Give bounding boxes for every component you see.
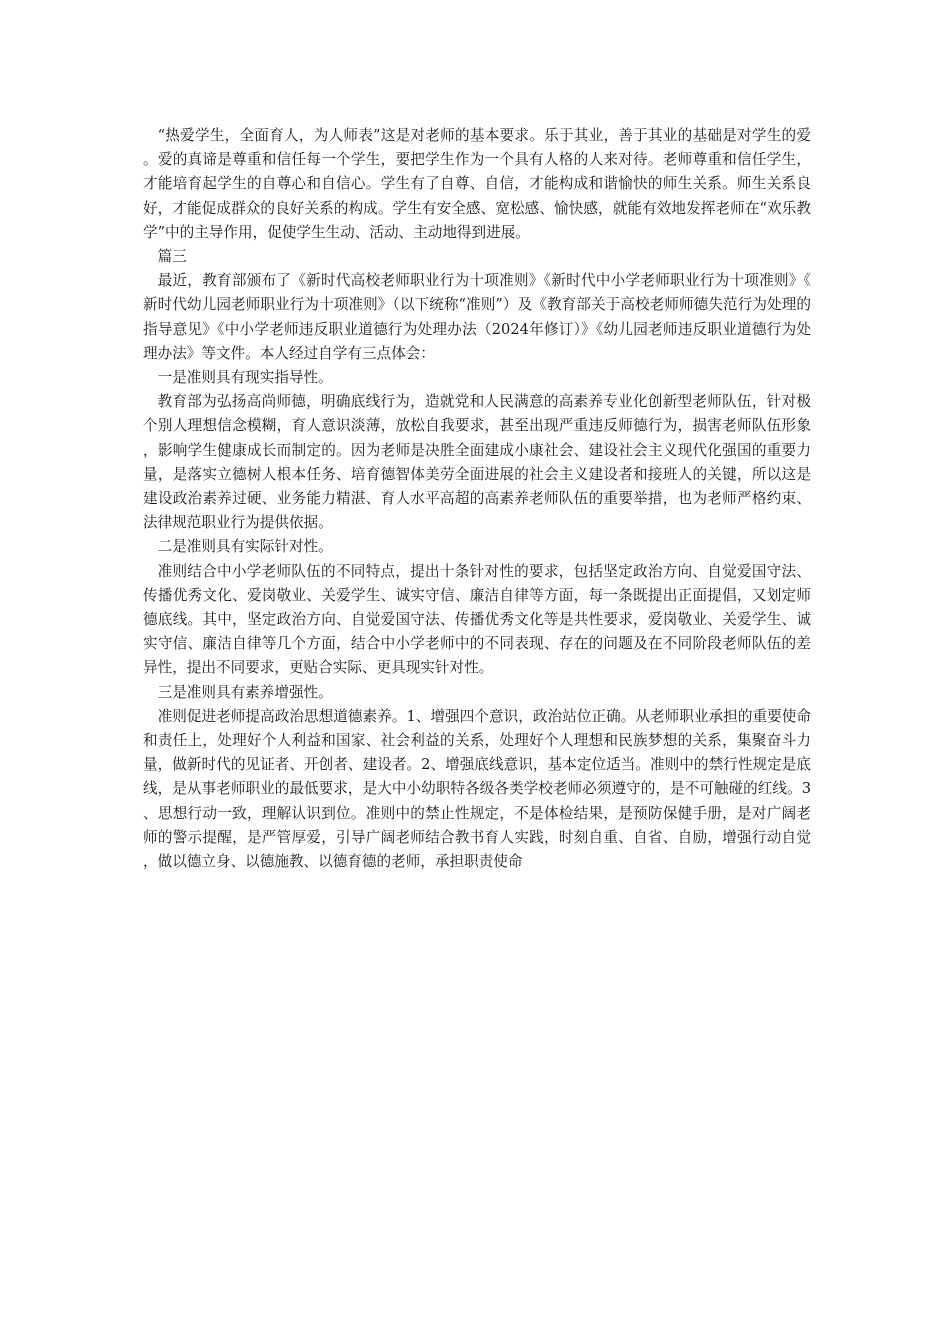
paragraph-intro-guidelines: 最近，教育部颁布了《新时代高校老师职业行为十项准则》《新时代中小学老师职业行为十项准则》《新时代幼儿园老师职业行为十项准则》（以下统称“准则”）及《教育部关于高校老师师德失范行为处理的指导意见》《中小学老师违反职业道德行为处理办法（2024年修订）》《幼儿园老师违反职业道德行为处理办法》等文件。本人经过自学有三点体会： [143,272,811,362]
paragraph-point-one: 教育部为弘扬高尚师德，明确底线行为，造就党和人民满意的高素养专业化创新型老师队伍，针对极个别人理想信念模糊，育人意识淡薄，放松自我要求，甚至出现严重违反师德行为，损害老师队伍形象，影响学生健康成长而制定的。因为老师是决胜全面建成小康社会、建设社会主义现代化强国的重要力量，是落实立德树人根本任务、培育德智体美劳全面进展的社会主义建设者和接班人的关键，所以这是建设政治素养过硬、业务能力精湛、育人水平高超的高素养老师队伍的重要举措，也为老师严格约束、法律规范职业行为提供依据。 [143,393,811,532]
point-heading-three: 三是准则具有素养增强性。 [157,683,333,701]
point-heading-one: 一是准则具有现实指导性。 [157,369,333,387]
document-body [143,124,811,874]
paragraph-point-three: 准则促进老师提高政治思想道德素养。1、增强四个意识，政治站位正确。从老师职业承担的重要使命和责任上，处理好个人利益和国家、社会利益的关系，处理好个人理想和民族梦想的关系，集聚奋斗力量，做新时代的见证者、开创者、建设者。2、增强底线意识，基本定位适当。准则中的禁行性规定是底线，是从事老师职业的最低要求，是大中小幼职特各级各类学校老师必须遵守的，是不可触碰的红线。3、思想行动一致，理解认识到位。准则中的禁止性规定，不是体检结果，是预防保健手册，是对广阔老师的警示提醒，是严管厚爱，引导广阔老师结合教书育人实践，时刻自重、自省、自励，增强行动自觉，做以德立身、以德施教、以德育德的老师，承担职责使命 [143,707,811,871]
paragraph-point-two: 准则结合中小学老师队伍的不同特点，提出十条针对性的要求，包括坚定政治方向、自觉爱国守法、传播优秀文化、爱岗敬业、关爱学生、诚实守信、廉洁自律等方面，每一条既提出正面提倡，又划定师德底线。其中，坚定政治方向、自觉爱国守法、传播优秀文化等是共性要求，爱岗敬业、关爱学生、诚实守信、廉洁自律等几个方面，结合中小学老师中的不同表现、存在的问题及在不同阶段老师队伍的差异性，提出不同要求，更贴合实际、更具现实针对性。 [143,562,811,677]
point-heading-two: 二是准则具有实际针对性。 [157,538,333,556]
section-heading-part-three: 篇三 [157,248,187,266]
paragraph-teacher-love: “热爱学生，全面育人，为人师表”这是对老师的基本要求。乐于其业，善于其业的基础是对学生的爱。爱的真谛是尊重和信任每一个学生，要把学生作为一个具有人格的人来对待。老师尊重和信任学生，才能培育起学生的自尊心和自信心。学生有了自尊、自信，才能构成和谐愉快的师生关系。师生关系良好，才能促成群众的良好关系的构成。学生有安全感、宽松感、愉快感，就能有效地发挥老师在“欢乐教学”中的主导作用，促使学生生动、活动、主动地得到进展。 [143,127,811,241]
